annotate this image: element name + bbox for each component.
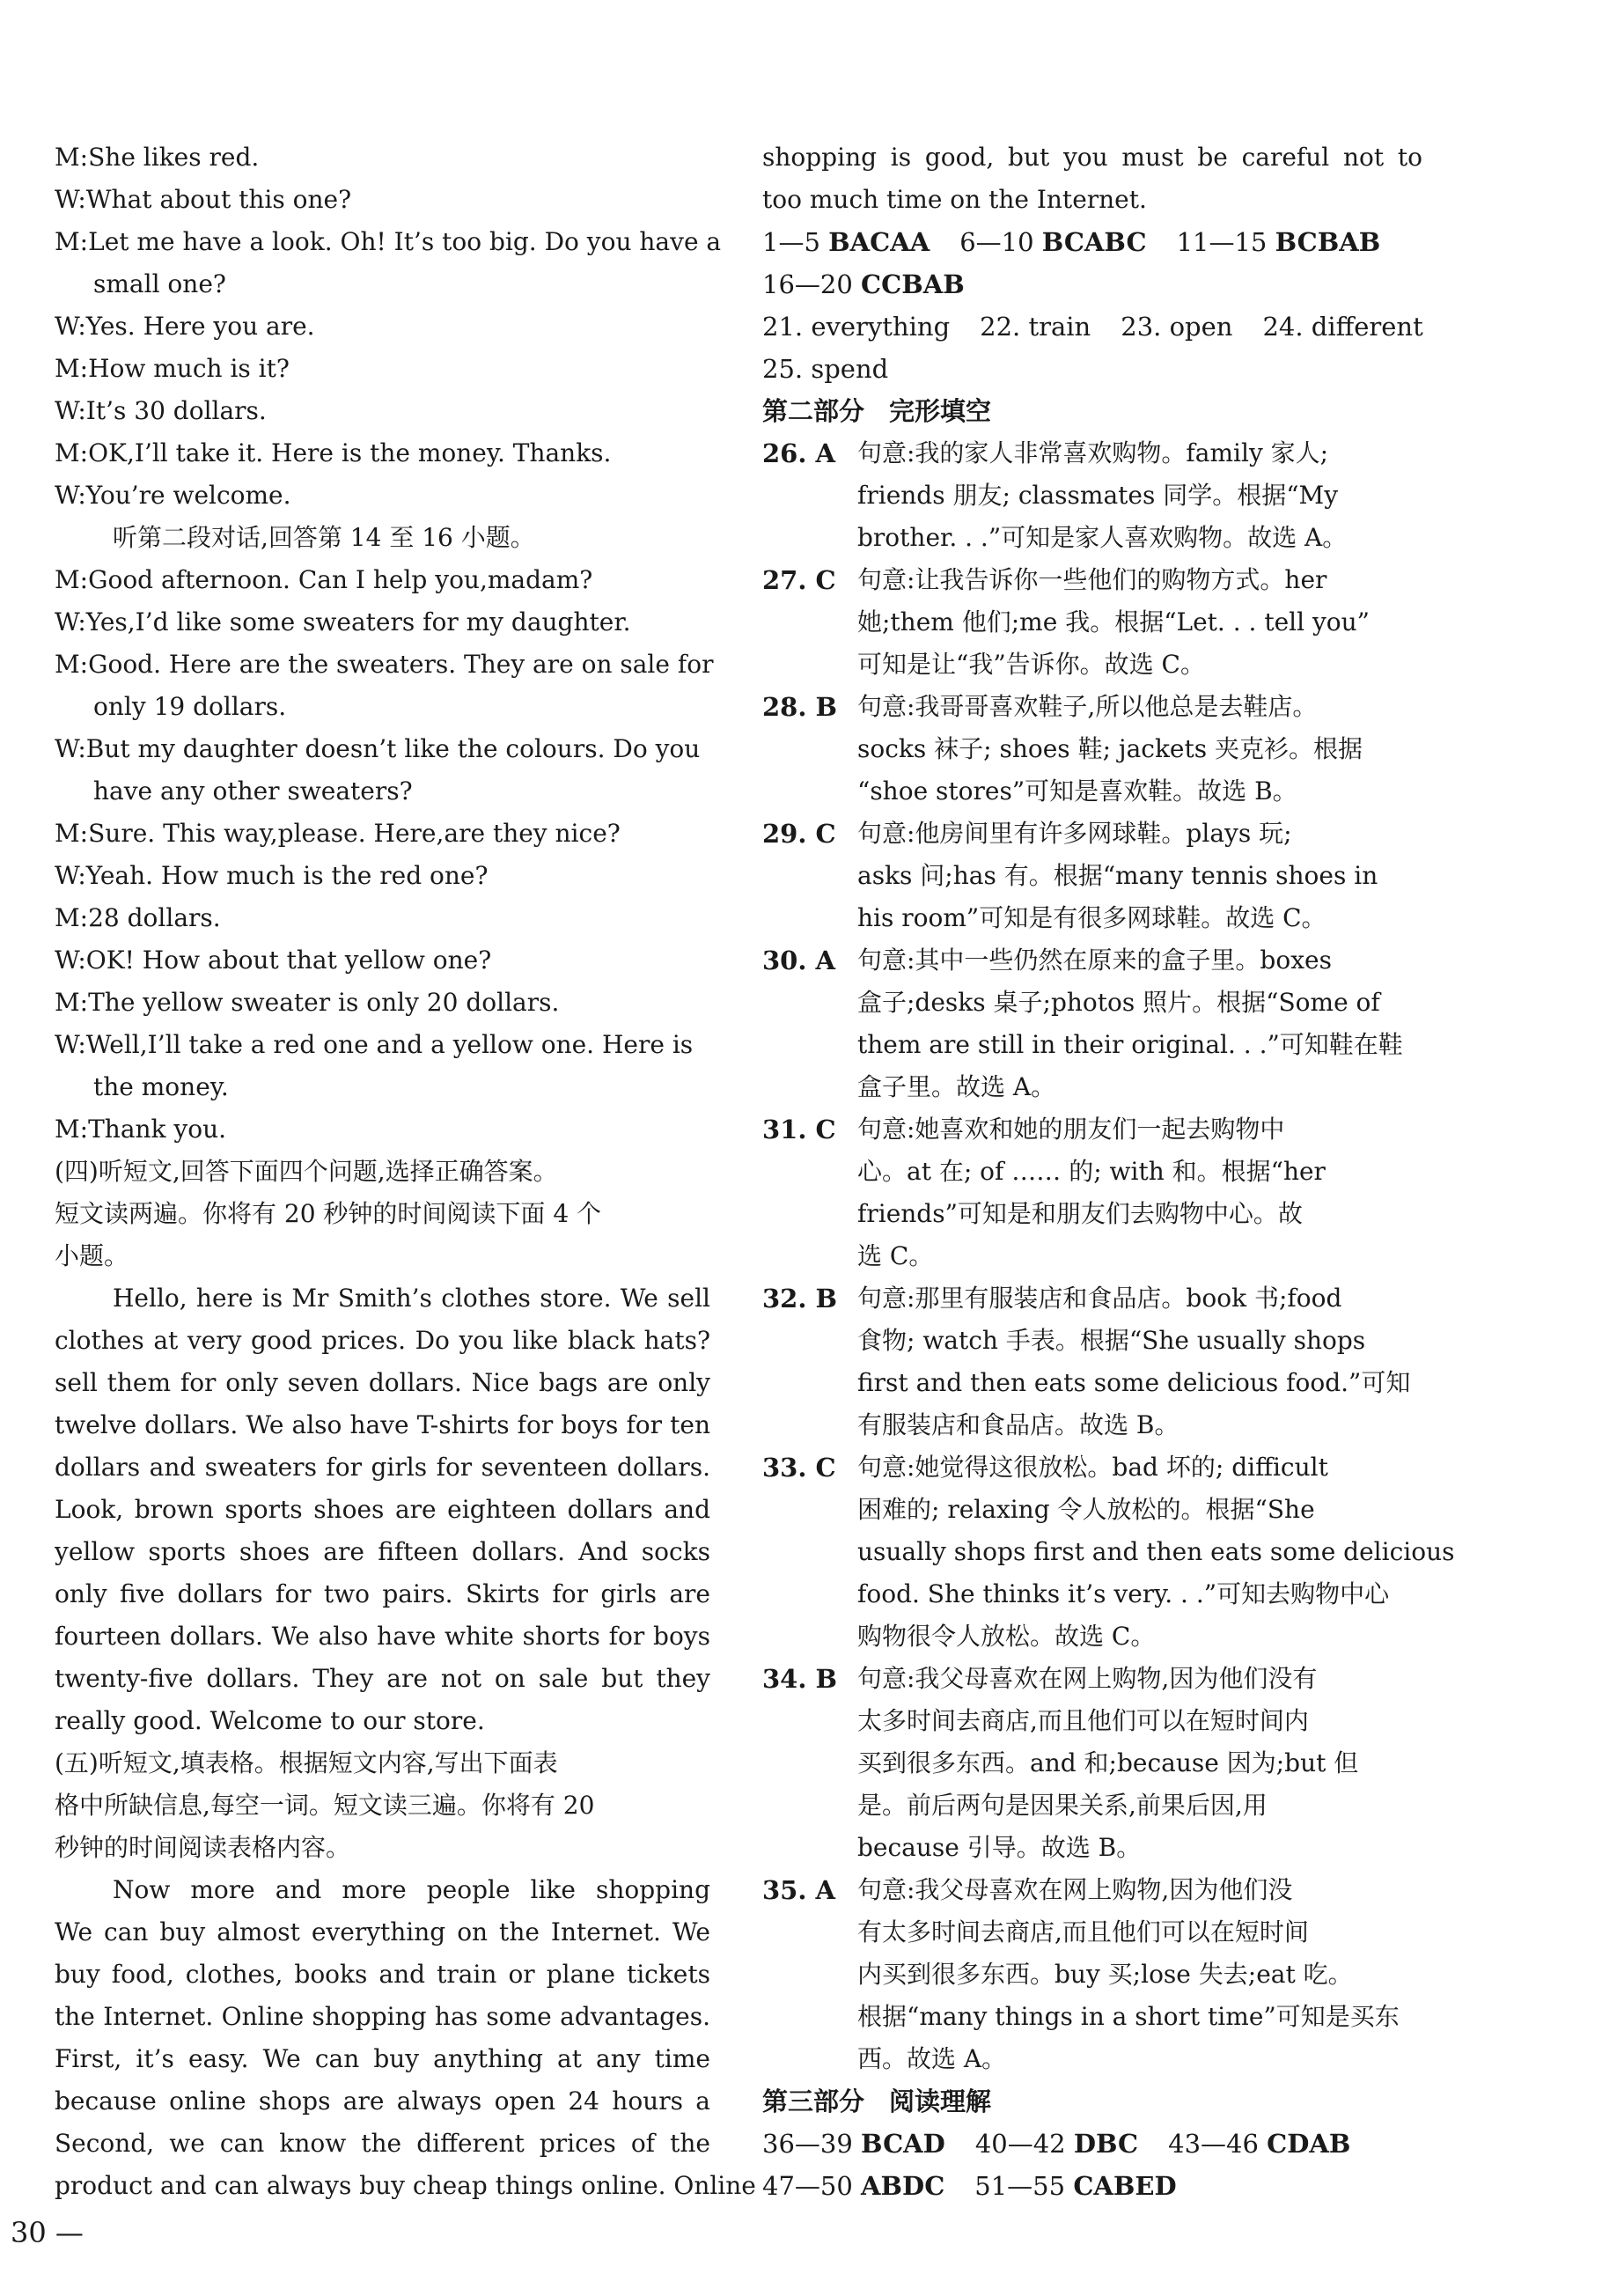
part-two-name: 完形填空: [889, 396, 992, 426]
answer-keys: BCBAB: [1275, 227, 1381, 257]
answer-keys: CABED: [1073, 2171, 1177, 2201]
dialog-line: have any other sweaters?: [93, 776, 413, 806]
answer-keys: ABDC: [861, 2171, 945, 2201]
cloze-number: 34. B: [762, 1664, 838, 1694]
fill-answers-line-two: [762, 348, 1422, 390]
answer-range: 47—50: [762, 2171, 862, 2201]
cloze-explanation: [857, 1869, 1422, 2080]
explanation-line: first and then eats some delicious food.”可知: [857, 1368, 1411, 1397]
fill-answer: 23. open: [1121, 312, 1233, 342]
dialog-line: W:It’s 30 dollars.: [55, 396, 267, 425]
explanation-line: 句意:那里有服装店和食品店。book 书;food: [857, 1284, 1342, 1313]
fill-answer: 25. spend: [762, 354, 889, 384]
text-line: twelve dollars. We also have T-shirts for boys for ten: [55, 1410, 710, 1439]
part-five-instructions: [55, 1742, 710, 1869]
text-line: yellow sports shoes are fifteen dollars. And socks: [55, 1537, 710, 1566]
cloze-item: [762, 1869, 1422, 2080]
part-two-title: [762, 390, 1422, 432]
explanation-line: 内买到很多东西。buy 买;lose 失去;eat 吃。: [857, 1960, 1353, 1989]
explanation-line: friends 朋友; classmates 同学。根据“My: [857, 481, 1339, 510]
answer-key-line-one: [762, 221, 1422, 263]
answer-range: 11—15: [1176, 227, 1275, 257]
text-line: First, it’s easy. We can buy anything at any time: [55, 2044, 710, 2073]
cloze-item: [762, 1658, 1422, 1869]
answer-keys: BACAA: [828, 227, 930, 257]
dialog-line: M:OK,I’ll take it. Here is the money. Thanks.: [55, 438, 612, 467]
part-two-label: 第二部分: [762, 396, 865, 426]
cloze-number: 27. C: [762, 565, 836, 595]
cloze-number: 32. B: [762, 1284, 838, 1314]
text-line: buy food, clothes, books and train or plane tickets: [55, 1960, 710, 1989]
page-number: 30 —: [11, 2216, 84, 2249]
text-line: really good. Welcome to our store.: [55, 1706, 485, 1735]
dialog-line: M:Thank you.: [55, 1115, 227, 1144]
explanation-line: 句意:她喜欢和她的朋友们一起去购物中: [857, 1115, 1285, 1144]
explanation-line: asks 问;has 有。根据“many tennis shoes in: [857, 861, 1378, 890]
dialog-line: M:How much is it?: [55, 354, 290, 383]
explanation-line: 心。at 在; of …… 的; with 和。根据“her: [857, 1157, 1326, 1186]
explanation-line: 西。故选 A。: [857, 2044, 1007, 2073]
text-line: We can buy almost everything on the Internet. We: [55, 1917, 710, 1946]
explanation-line: because 引导。故选 B。: [857, 1833, 1142, 1862]
text-line: clothes at very good prices. Do you like black hats?: [55, 1326, 710, 1355]
explanation-line: 盒子里。故选 A。: [857, 1072, 1056, 1101]
explanation-line: 句意:其中一些仍然在原来的盒子里。boxes: [857, 946, 1332, 975]
cloze-number: 30. A: [762, 946, 836, 975]
part-four-instructions: [55, 1151, 710, 1277]
text-line: too much time on the Internet.: [762, 185, 1147, 214]
dialog-line: only 19 dollars.: [93, 692, 287, 721]
dialog-line: W:OK! How about that yellow one?: [55, 946, 492, 975]
text-line: twenty-five dollars. They are not on sale but they: [55, 1664, 710, 1693]
explanation-line: food. She thinks it’s very. . .”可知去购物中心: [857, 1579, 1390, 1608]
cloze-explanation: [857, 813, 1422, 939]
cloze-explanation: [857, 1446, 1455, 1658]
cloze-item: [762, 1446, 1455, 1658]
passage-one: [55, 1277, 710, 1742]
dialog-one: [55, 136, 722, 517]
explanation-line: 句意:我哥哥喜欢鞋子,所以他总是去鞋店。: [857, 692, 1318, 721]
explanation-line: socks 袜子; shoes 鞋; jackets 夹克衫。根据: [857, 734, 1363, 763]
explanation-line: 句意:我父母喜欢在网上购物,因为他们没有: [857, 1664, 1318, 1693]
dialog-line: M:28 dollars.: [55, 903, 221, 932]
answer-range: 1—5: [762, 227, 829, 257]
dialog-line: M:Good. Here are the sweaters. They are on sale for: [55, 650, 714, 679]
cloze-explanation: [857, 1277, 1422, 1446]
explanation-line: 句意:我父母喜欢在网上购物,因为他们没: [857, 1875, 1293, 1904]
cloze-item: [762, 939, 1422, 1108]
passage-two: [55, 1869, 756, 2207]
answer-range: 36—39: [762, 2129, 862, 2159]
answer-range: 40—42: [974, 2129, 1074, 2159]
dialog-line: W:Yes. Here you are.: [55, 312, 315, 341]
explanation-line: 有服装店和食品店。故选 B。: [857, 1410, 1179, 1439]
dialog-line: M:Sure. This way,please. Here,are they nice?: [55, 819, 621, 848]
cloze-number: 28. B: [762, 692, 838, 722]
explanation-line: 购物很令人放松。故选 C。: [857, 1622, 1156, 1651]
text-line: 格中所缺信息,每空一词。短文读三遍。你将有 20: [55, 1791, 595, 1820]
answer-keys: DBC: [1073, 2129, 1139, 2159]
text-line: Hello, here is Mr Smith’s clothes store. We sell: [113, 1284, 710, 1313]
cloze-item: [762, 1108, 1422, 1277]
dialog-line: W:Yes,I’d like some sweaters for my daughter.: [55, 607, 631, 637]
dialog-two: [55, 559, 714, 1151]
text-line: product and can always buy cheap things online. Online: [55, 2171, 756, 2200]
text-line: only five dollars for two pairs. Skirts for girls are: [55, 1579, 710, 1608]
explanation-line: his room”可知是有很多网球鞋。故选 C。: [857, 903, 1326, 932]
fill-answers-line-one: [762, 305, 1422, 348]
dialog-line: W:Yeah. How much is the red one?: [55, 861, 489, 890]
dialog-line: the money.: [93, 1072, 229, 1101]
explanation-line: 她;them 他们;me 我。根据“Let. . . tell you”: [857, 607, 1370, 637]
cloze-item: [762, 813, 1422, 939]
answer-keys: BCABC: [1041, 227, 1147, 257]
left-column: [55, 136, 756, 2207]
part-three-title: [762, 2080, 1422, 2123]
dialog-line: small one?: [93, 269, 226, 298]
cloze-number: 33. C: [762, 1453, 836, 1483]
answer-range: 51—55: [974, 2171, 1074, 2201]
dialog-line: M:Let me have a look. Oh! It’s too big. Do you have a: [55, 227, 722, 256]
explanation-line: 食物; watch 手表。根据“She usually shops: [857, 1326, 1366, 1355]
answer-key-line-two: [762, 263, 1422, 305]
explanation-line: 是。前后两句是因果关系,前果后因,用: [857, 1791, 1268, 1820]
cloze-number: 29. C: [762, 819, 836, 849]
text-line: the Internet. Online shopping has some advantages.: [55, 2002, 710, 2031]
text-line: (四)听短文,回答下面四个问题,选择正确答案。: [55, 1157, 558, 1186]
dialog-line: W:What about this one?: [55, 185, 352, 214]
fill-answer: 21. everything: [762, 312, 951, 342]
explanation-line: 句意:我的家人非常喜欢购物。family 家人;: [857, 438, 1329, 467]
explanation-line: 盒子;desks 桌子;photos 照片。根据“Some of: [857, 988, 1380, 1017]
part-three-name: 阅读理解: [889, 2086, 992, 2116]
cloze-number: 35. A: [762, 1875, 836, 1905]
explanation-line: “shoe stores”可知是喜欢鞋。故选 B。: [857, 776, 1297, 806]
text-line: sell them for only seven dollars. Nice bags are only: [55, 1368, 710, 1397]
cloze-explanation: [857, 559, 1422, 686]
explanation-line: 句意:她觉得这很放松。bad 坏的; difficult: [857, 1453, 1328, 1482]
cloze-item: [762, 559, 1422, 686]
fill-answer: 24. different: [1262, 312, 1423, 342]
cloze-explanation: [857, 1108, 1422, 1277]
explanation-line: friends”可知是和朋友们去购物中心。故: [857, 1199, 1303, 1228]
dialog-line: W:You’re welcome.: [55, 481, 291, 510]
text-line: 秒钟的时间阅读表格内容。: [55, 1833, 351, 1862]
explanation-line: 句意:他房间里有许多网球鞋。plays 玩;: [857, 819, 1292, 848]
right-column: [762, 136, 1455, 2207]
text-line: shopping is good, but you must be careful not to: [762, 143, 1422, 172]
cloze-explanation: [857, 939, 1422, 1108]
cloze-item: [762, 686, 1422, 813]
text-line: Look, brown sports shoes are eighteen dollars and: [55, 1495, 710, 1524]
explanation-line: 买到很多东西。and 和;because 因为;but 但: [857, 1748, 1359, 1777]
explanation-line: usually shops first and then eats some delicious: [857, 1537, 1455, 1566]
explanation-line: 根据“many things in a short time”可知是买东: [857, 2002, 1400, 2031]
explanation-line: 可知是让“我”告诉你。故选 C。: [857, 650, 1205, 679]
answer-keys: CCBAB: [861, 269, 965, 299]
dialog-two-heading: 听第二段对话,回答第 14 至 16 小题。: [113, 523, 535, 552]
reading-answers-line-one: [762, 2123, 1422, 2165]
text-line: because online shops are always open 24 hours a: [55, 2086, 710, 2116]
cloze-number: 26. A: [762, 438, 836, 468]
explanation-line: brother. . .”可知是家人喜欢购物。故选 A。: [857, 523, 1348, 552]
answer-range: 43—46: [1168, 2129, 1268, 2159]
answer-range: 16—20: [762, 269, 862, 299]
answer-keys: BCAD: [861, 2129, 945, 2159]
reading-answers-line-two: [762, 2165, 1422, 2207]
explanation-line: 句意:让我告诉你一些他们的购物方式。her: [857, 565, 1327, 594]
cloze-explanation: [857, 1658, 1422, 1869]
part-three-label: 第三部分: [762, 2086, 865, 2116]
text-line: 短文读两遍。你将有 20 秒钟的时间阅读下面 4 个: [55, 1199, 602, 1228]
answer-keys: CDAB: [1267, 2129, 1351, 2159]
passage-two-continued: [762, 136, 1422, 221]
text-line: fourteen dollars. We also have white shorts for boys: [55, 1622, 710, 1651]
dialog-line: M:She likes red.: [55, 143, 260, 172]
dialog-line: W:But my daughter doesn’t like the colours. Do you: [55, 734, 701, 763]
explanation-line: 选 C。: [857, 1241, 934, 1270]
answer-range: 6—10: [959, 227, 1042, 257]
text-line: Now more and more people like shopping: [113, 1875, 710, 1904]
explanation-line: 困难的; relaxing 令人放松的。根据“She: [857, 1495, 1315, 1524]
dialog-line: M:The yellow sweater is only 20 dollars.: [55, 988, 560, 1017]
dialog-line: W:Well,I’ll take a red one and a yellow one. Here is: [55, 1030, 694, 1059]
text-line: Second, we can know the different prices of the: [55, 2129, 710, 2158]
cloze-explanations: [762, 432, 1455, 2080]
dialog-line: M:Good afternoon. Can I help you,madam?: [55, 565, 593, 594]
fill-answer: 22. train: [980, 312, 1091, 342]
cloze-explanation: [857, 432, 1422, 559]
cloze-explanation: [857, 686, 1422, 813]
explanation-line: 太多时间去商店,而且他们可以在短时间内: [857, 1706, 1309, 1735]
cloze-number: 31. C: [762, 1115, 836, 1144]
text-line: dollars and sweaters for girls for seventeen dollars.: [55, 1453, 710, 1482]
cloze-item: [762, 1277, 1422, 1446]
text-line: (五)听短文,填表格。根据短文内容,写出下面表: [55, 1748, 558, 1777]
cloze-item: [762, 432, 1422, 559]
explanation-line: 有太多时间去商店,而且他们可以在短时间: [857, 1917, 1309, 1946]
explanation-line: them are still in their original. . .”可知鞋在鞋: [857, 1030, 1403, 1059]
text-line: 小题。: [55, 1241, 129, 1270]
